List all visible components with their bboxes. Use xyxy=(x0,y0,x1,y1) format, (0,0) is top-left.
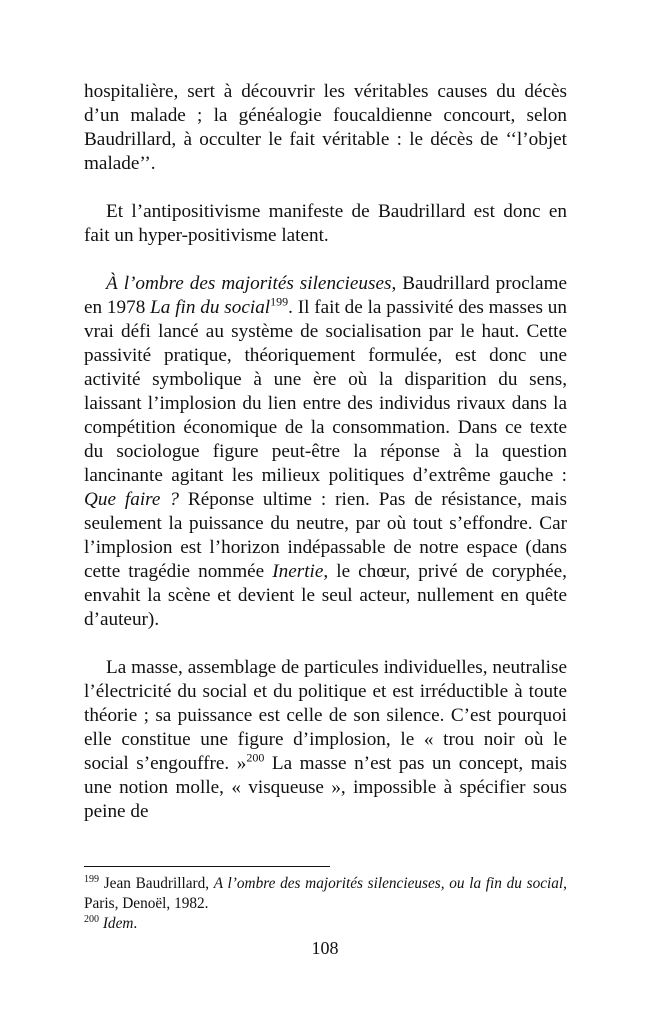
paragraph-text: . Il fait de la passivité des masses un vrai défi lancé au système de socialisation par le haut. Cette passivité pratique, théoriquement formulée, est donc une activité symbolique à une ère où la disparition du sens, laissant l’implosion du lien entre des individus rivaux dans la compétition économique de la consommation. Dans ce texte du sociologue figure peut-être la réponse à la question lancinante agitant les milieux politiques d’extrême gauche : xyxy=(84,297,567,486)
footnote-publisher: , Paris, Denoël, 1982. xyxy=(84,875,567,912)
footnote-number: 199 xyxy=(84,873,99,885)
footnote-title: Idem xyxy=(102,915,134,932)
paragraph-text: La masse, assemblage de particules individuelles, neutralise l’électricité du social et du politique et est irréductible à toute théorie ; sa puissance est celle de son silence. C’est pourquoi elle constitue une figure d’implosion, le « trou noir où le social s’engouffre. » xyxy=(84,657,567,774)
paragraph-text: , Baudrillard proclame en 1978 xyxy=(84,273,568,318)
paragraph-4 xyxy=(84,656,567,824)
footnote-reference: 200 xyxy=(246,750,265,765)
footnote-separator xyxy=(84,866,330,867)
footnote-reference: 199 xyxy=(270,294,289,309)
footnote-number: 200 xyxy=(84,913,99,925)
paragraph-1: hospitalière, sert à découvrir les véritables causes du décès d’un malade ; la généalogie foucaldienne concourt, selon Baudrillard, à occulter le fait véritable : le décès de ‘‘l’objet malade’’. xyxy=(84,81,567,174)
page-number: 108 xyxy=(311,938,339,958)
footnote-title: A l’ombre des majorités silencieuses, ou la fin du social xyxy=(213,875,564,892)
italic-term: Inertie xyxy=(272,561,324,582)
footnotes xyxy=(84,874,567,934)
paragraph-3 xyxy=(84,272,567,632)
footnote-author: Jean Baudrillard, xyxy=(103,875,214,892)
page-body xyxy=(84,80,567,824)
footnote-rest: . xyxy=(133,915,138,932)
paragraph-2: Et l’antipositivisme manifeste de Baudrillard est donc en fait un hyper-positivisme latent. xyxy=(84,201,567,246)
paragraph-text: Réponse ultime : rien. Pas de résistance, mais seulement la puissance du neutre, par où tout s’effondre. Car l’implosion est l’horizon indépassable de notre espace (dans cette tragédie nommée xyxy=(84,489,567,582)
paragraph-text: , le chœur, privé de coryphée, envahit la scène et devient le seul acteur, nullement en quête d’auteur). xyxy=(84,561,567,630)
footnote-199 xyxy=(84,874,567,914)
italic-book-title: À l’ombre des majorités silencieuses xyxy=(106,273,392,294)
italic-question: Que faire ? xyxy=(84,489,179,510)
paragraph-text: La masse n’est pas un concept, mais une notion molle, « visqueuse », impossible à spécifier sous peine de xyxy=(84,753,568,822)
italic-book-title: La fin du social xyxy=(150,297,271,318)
footnote-200 xyxy=(84,914,567,934)
